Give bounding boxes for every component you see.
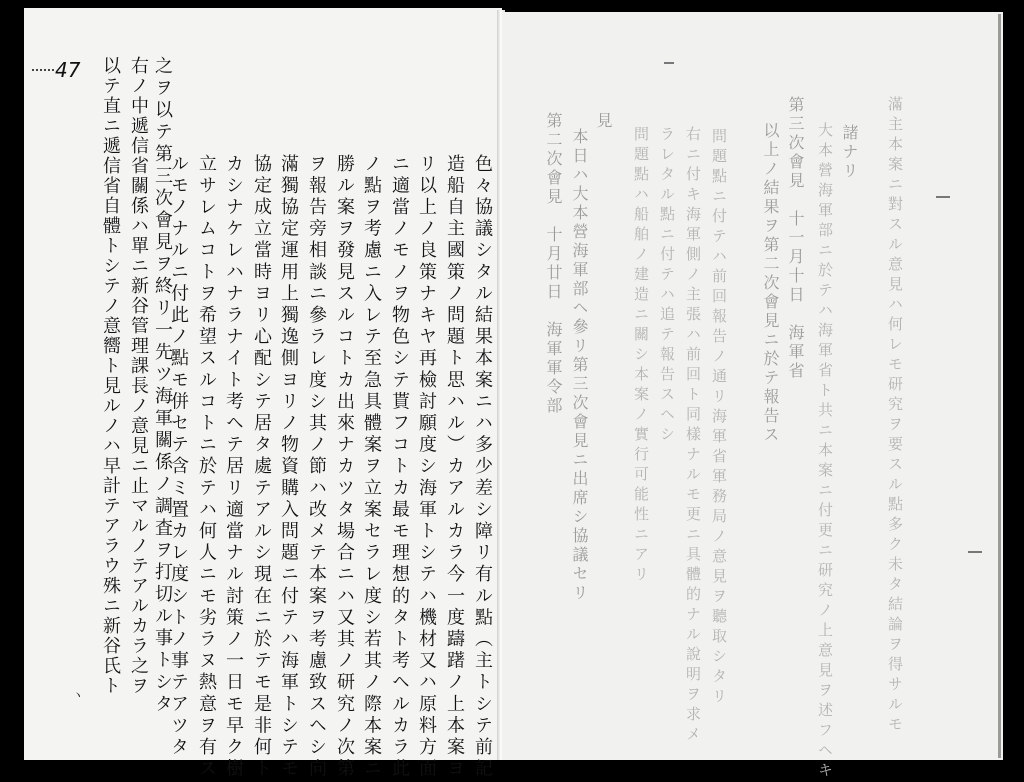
text-column: ニ適當ノモノヲ物色シテ貰フコトカ最モ理想的タト考ヘルカラ此 bbox=[389, 154, 410, 781]
text-column: 勝ル案ヲ發見スルコトカ出來ナカツタ場合ニハ又其ノ研究ノ次第 bbox=[334, 154, 355, 781]
text-column: 以上ノ結果ヲ第二次會見ニ於テ報告ス bbox=[761, 122, 780, 445]
text-column: 色々協議シタル結果本案ニハ多少差シ障リ有ル點（主トシテ前記 bbox=[472, 154, 493, 781]
text-column: ルモノナルニ付此ノ點モ併セテ含ミ置カレ度シトノ事テアツタ bbox=[168, 154, 189, 759]
margin-mark: ヽ bbox=[72, 688, 85, 702]
text-column: ヲ報告旁相談ニ參ラレ度シ其ノ節ハ改メテ本案ヲ考慮致スヘシ向 bbox=[306, 154, 327, 781]
text-column: 見 bbox=[594, 112, 613, 131]
text-column: 協定成立當時ヨリ心配シテ居タ處テアルシ現在ニ於テモ是非何ト bbox=[251, 154, 272, 781]
text-column: 右ノ中遞信省關係ハ單ニ新谷管理課長ノ意見ニ止マルノテアルカラ之ヲ bbox=[128, 56, 149, 696]
text-column: 造船自主國策ノ問題ト思ハル）カアルカラ今一度躊躇ノ上本案ヨ bbox=[444, 154, 465, 781]
margin-tick bbox=[936, 196, 950, 198]
page-number: 47 bbox=[55, 58, 81, 82]
text-column: 滿獨協定運用上獨逸側ヨリノ物資購入問題ニ付テハ海軍トシテモ bbox=[278, 154, 299, 781]
text-column: 右ニ付キ海軍側ノ主張ハ前回ト同樣ナルモ更ニ具體的ナル說明ヲ求メ bbox=[684, 126, 702, 746]
page-edge bbox=[998, 14, 1001, 758]
text-column: ノ點ヲ考慮ニ入レテ至急具體案ヲ立案セラレ度シ若其ノ際本案ニ bbox=[361, 154, 382, 781]
text-column: 問題點ハ船舶ノ建造ニ關シ本案ノ實行可能性ニアリ bbox=[632, 126, 650, 586]
text-column: ラレタル點ニ付テハ追テ報告スヘシ bbox=[658, 126, 676, 446]
text-column: 第二次會見 十月廿日 海軍軍令部 bbox=[544, 112, 563, 416]
text-column: 滿主本案ニ對スル意見ハ何レモ研究ヲ要スル點多ク未タ結論ヲ得サルモ bbox=[886, 96, 904, 736]
text-column: 以テ直ニ遞信省自體トシテノ意嚮ト見ルノハ早計テアラウ殊ニ新谷氏ト bbox=[100, 56, 121, 696]
text-column: 本日ハ大本營海軍部ヘ參リ第三次會見ニ出席シ協議セリ bbox=[570, 128, 589, 603]
margin-tick bbox=[664, 62, 674, 64]
text-column: リ以上ノ良策ナキヤ再檢討願度シ海軍トシテハ機材又ハ原料方面 bbox=[416, 154, 437, 781]
margin-tick bbox=[968, 551, 982, 553]
text-column: 之ヲ以テ第三次會見ヲ終リ一先ツ海軍關係ノ調査ヲ打切ル事トシタ bbox=[152, 56, 173, 716]
text-column: 問題點ニ付テハ前回報告ノ通リ海軍省軍務局ノ意見ヲ聽取シタリ bbox=[710, 128, 728, 708]
page-number-leader bbox=[32, 69, 54, 71]
text-column: 大本營海軍部ニ於テハ海軍省ト共ニ本案ニ付更ニ研究ノ上意見ヲ述フヘキ bbox=[816, 122, 834, 782]
text-column: 諸ナリ bbox=[840, 124, 859, 181]
text-column: 第三次會見 十一月十日 海軍省 bbox=[786, 96, 805, 381]
text-column: 立サレムコトヲ希望スルコトニ於テハ何人ニモ劣ラヌ熱意ヲ有ス bbox=[196, 154, 217, 781]
text-column: カシナケレハナラナイト考ヘテ居リ適當ナル討策ノ一日モ早ク樹 bbox=[223, 154, 244, 781]
